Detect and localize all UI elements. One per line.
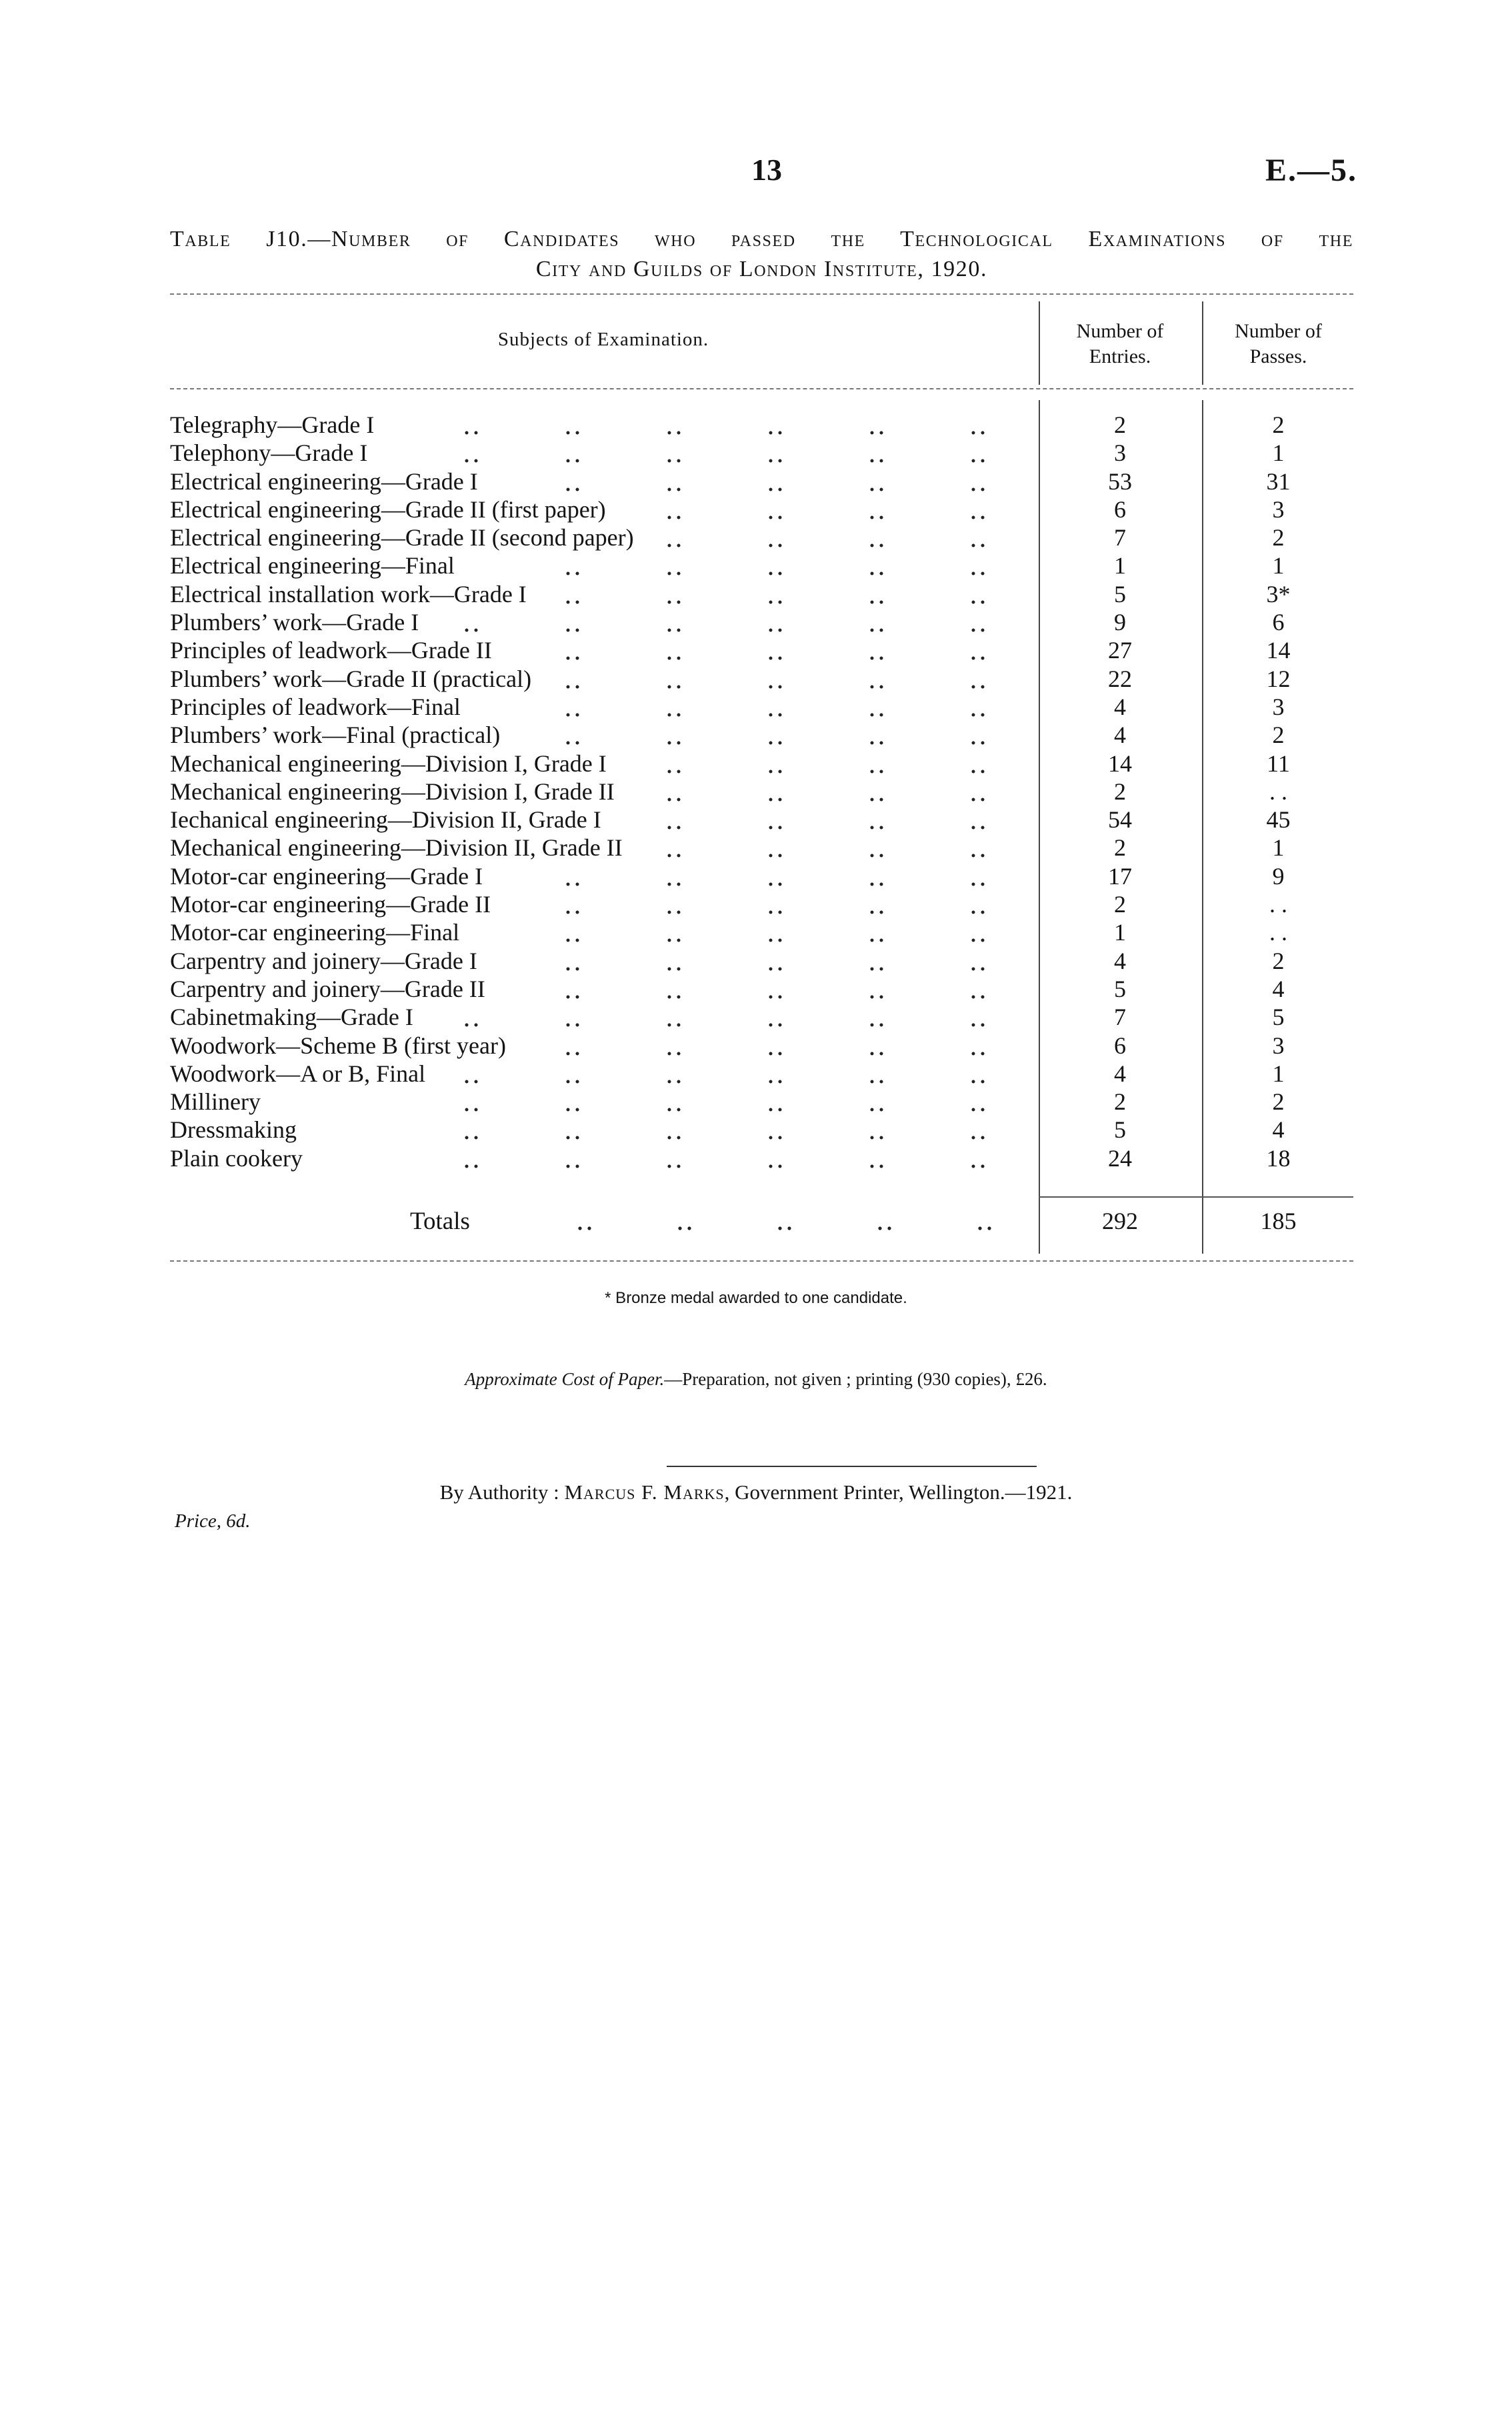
- table-title-line-2: City and Guilds of London Institute, 1920.: [535, 257, 988, 281]
- row-passes: 11: [1267, 750, 1290, 777]
- row-subject: Millinery: [170, 1088, 261, 1116]
- row-passes: 4: [1272, 1116, 1285, 1144]
- table-row: [170, 608, 1353, 636]
- table-row: [170, 411, 1353, 439]
- row-subject: Plumbers’ work—Final (practical): [170, 722, 501, 749]
- column-header-passes: [1203, 319, 1353, 369]
- row-entries: 5: [1114, 975, 1126, 1002]
- cost-of-paper: [0, 1369, 1512, 1390]
- row-subject: Motor-car engineering—Grade I: [170, 862, 483, 890]
- row-passes: 2: [1272, 1088, 1285, 1116]
- table-row: [170, 439, 1353, 467]
- cost-label: Approximate Cost of Paper.: [465, 1369, 665, 1389]
- row-passes: . .: [1269, 919, 1287, 946]
- table-row: [170, 693, 1353, 721]
- price: Price, 6d.: [175, 1510, 251, 1532]
- totals-passes: 185: [1260, 1208, 1297, 1234]
- table-row: [170, 467, 1353, 495]
- row-subject: Woodwork—Scheme B (first year): [170, 1032, 506, 1059]
- table-row: [170, 918, 1353, 946]
- table-bottom-rule: [170, 1260, 1353, 1262]
- row-subject: Mechanical engineering—Division I, Grade I: [170, 750, 607, 777]
- row-subject: Motor-car engineering—Final: [170, 919, 460, 946]
- row-subject: Mechanical engineering—Division I, Grade II: [170, 778, 615, 805]
- column-header-passes-line1: Number of: [1235, 320, 1322, 342]
- authority-rule: [667, 1466, 1037, 1467]
- table-row: [170, 721, 1353, 749]
- table-row: [170, 1116, 1353, 1144]
- row-entries: 27: [1108, 637, 1132, 664]
- document-reference: E.—5.: [1265, 153, 1357, 188]
- totals-label: Totals: [410, 1208, 470, 1235]
- row-passes: 1: [1272, 1060, 1285, 1087]
- row-leader-dots: [170, 1088, 1037, 1116]
- row-subject: Electrical engineering—Final: [170, 552, 455, 579]
- table-row: [170, 890, 1353, 918]
- row-subject: Principles of leadwork—Final: [170, 693, 461, 720]
- row-subject: Carpentry and joinery—Grade I: [170, 947, 477, 974]
- row-subject: Woodwork—A or B, Final: [170, 1060, 426, 1087]
- row-subject: Mechanical engineering—Division II, Grade II: [170, 834, 623, 862]
- row-passes: 9: [1272, 862, 1285, 890]
- row-subject: Telegraphy—Grade I: [170, 411, 375, 438]
- row-passes: 14: [1266, 637, 1291, 664]
- imprint-prefix: By Authority :: [439, 1480, 565, 1504]
- row-entries: 14: [1108, 750, 1132, 777]
- row-passes: 2: [1272, 947, 1285, 974]
- row-entries: 6: [1114, 1032, 1126, 1059]
- table-row: [170, 1060, 1353, 1088]
- table-row: [170, 862, 1353, 890]
- row-passes: 18: [1266, 1144, 1291, 1172]
- printer-imprint: [0, 1480, 1512, 1504]
- row-entries: 1: [1114, 552, 1126, 579]
- table-row: [170, 806, 1353, 834]
- row-entries: 5: [1114, 1116, 1126, 1144]
- row-passes: 31: [1266, 467, 1291, 495]
- table-row: [170, 750, 1353, 778]
- row-entries: 2: [1114, 411, 1126, 438]
- row-passes: 45: [1266, 806, 1291, 834]
- row-subject: Electrical engineering—Grade II (second paper): [170, 524, 634, 551]
- row-entries: 22: [1108, 665, 1132, 692]
- row-subject: Iechanical engineering—Division II, Grade I: [170, 806, 601, 834]
- row-entries: 24: [1108, 1144, 1132, 1172]
- row-passes: 5: [1272, 1004, 1285, 1031]
- row-entries: 5: [1114, 580, 1126, 607]
- table-row: [170, 947, 1353, 975]
- row-entries: 2: [1114, 891, 1126, 918]
- totals-rule: [1039, 1196, 1353, 1198]
- header-bottom-rule: [170, 388, 1353, 389]
- row-passes: 1: [1272, 439, 1285, 467]
- table-row: [170, 1144, 1353, 1172]
- row-subject: Electrical engineering—Grade II (first paper): [170, 495, 606, 523]
- table-row: [170, 636, 1353, 664]
- page-number: 13: [751, 153, 782, 187]
- column-header-entries: [1040, 319, 1200, 369]
- table-title-line-1: Table J10.—Number of Candidates who passed the Technological Examinations of the: [170, 227, 1353, 251]
- totals-leader-dots: [573, 1207, 1033, 1241]
- row-subject: Motor-car engineering—Grade II: [170, 891, 491, 918]
- table-top-rule: [170, 293, 1353, 295]
- table-row: [170, 834, 1353, 862]
- column-divider-header-1: [1039, 301, 1040, 385]
- row-passes: 3*: [1266, 580, 1291, 607]
- row-entries: 53: [1108, 467, 1132, 495]
- row-subject: Carpentry and joinery—Grade II: [170, 975, 485, 1002]
- row-subject: Dressmaking: [170, 1116, 297, 1144]
- table-row: [170, 1088, 1353, 1116]
- imprint-printer: Marcus F. Marks: [564, 1480, 725, 1504]
- column-divider-header-2: [1202, 301, 1203, 385]
- row-entries: 4: [1114, 693, 1126, 720]
- row-leader-dots: [170, 1116, 1037, 1144]
- totals-leader-dots-svg: [573, 1207, 1033, 1235]
- row-subject: Plumbers’ work—Grade I: [170, 609, 419, 636]
- row-entries: 1: [1114, 919, 1126, 946]
- row-entries: 6: [1114, 495, 1126, 523]
- imprint-suffix: , Government Printer, Wellington.—1921.: [724, 1480, 1073, 1504]
- row-entries: 7: [1114, 524, 1126, 551]
- column-header-subject: Subjects of Examination.: [497, 329, 709, 350]
- row-entries: 4: [1114, 947, 1126, 974]
- row-entries: 9: [1114, 609, 1126, 636]
- row-entries: 7: [1114, 1004, 1126, 1031]
- table-row: [170, 1003, 1353, 1031]
- table-row: [170, 665, 1353, 693]
- footnote: * Bronze medal awarded to one candidate.: [605, 1289, 907, 1307]
- row-entries: 4: [1114, 1060, 1126, 1087]
- row-passes: 1: [1272, 552, 1285, 579]
- row-subject: Electrical engineering—Grade I: [170, 467, 478, 495]
- totals-entries: 292: [1102, 1208, 1138, 1234]
- row-subject: Plain cookery: [170, 1144, 303, 1172]
- row-entries: 2: [1114, 778, 1126, 805]
- table-row: [170, 495, 1353, 523]
- row-entries: 4: [1114, 722, 1126, 749]
- row-passes: 4: [1272, 975, 1285, 1002]
- row-passes: 12: [1266, 665, 1291, 692]
- table-row: [170, 523, 1353, 551]
- row-passes: 1: [1272, 834, 1285, 862]
- column-header-passes-line2: Passes.: [1249, 345, 1307, 367]
- table-row: [170, 1032, 1353, 1060]
- row-passes: 2: [1272, 411, 1285, 438]
- table-row: [170, 975, 1353, 1003]
- row-entries: 17: [1108, 862, 1132, 890]
- row-passes: 3: [1272, 495, 1285, 523]
- row-passes: 3: [1272, 1032, 1285, 1059]
- row-entries: 2: [1114, 1088, 1126, 1116]
- row-entries: 3: [1114, 439, 1126, 467]
- row-subject: Cabinetmaking—Grade I: [170, 1004, 413, 1031]
- table-row: [170, 580, 1353, 608]
- column-header-entries-line1: Number of: [1076, 320, 1164, 342]
- cost-text: —Preparation, not given ; printing (930 copies), £26.: [664, 1369, 1047, 1389]
- column-header-entries-line2: Entries.: [1089, 345, 1151, 367]
- table-row: [170, 551, 1353, 579]
- row-passes: 6: [1272, 609, 1285, 636]
- row-passes: . .: [1269, 891, 1287, 918]
- row-passes: . .: [1269, 778, 1287, 805]
- row-passes: 2: [1272, 722, 1285, 749]
- row-subject: Electrical installation work—Grade I: [170, 580, 527, 607]
- row-entries: 2: [1114, 834, 1126, 862]
- row-subject: Telephony—Grade I: [170, 439, 368, 467]
- row-entries: 54: [1108, 806, 1132, 834]
- table-body: [170, 411, 1353, 1172]
- row-passes: 3: [1272, 693, 1285, 720]
- row-subject: Principles of leadwork—Grade II: [170, 637, 492, 664]
- table-row: [170, 778, 1353, 806]
- row-subject: Plumbers’ work—Grade II (practical): [170, 665, 532, 692]
- row-passes: 2: [1272, 524, 1285, 551]
